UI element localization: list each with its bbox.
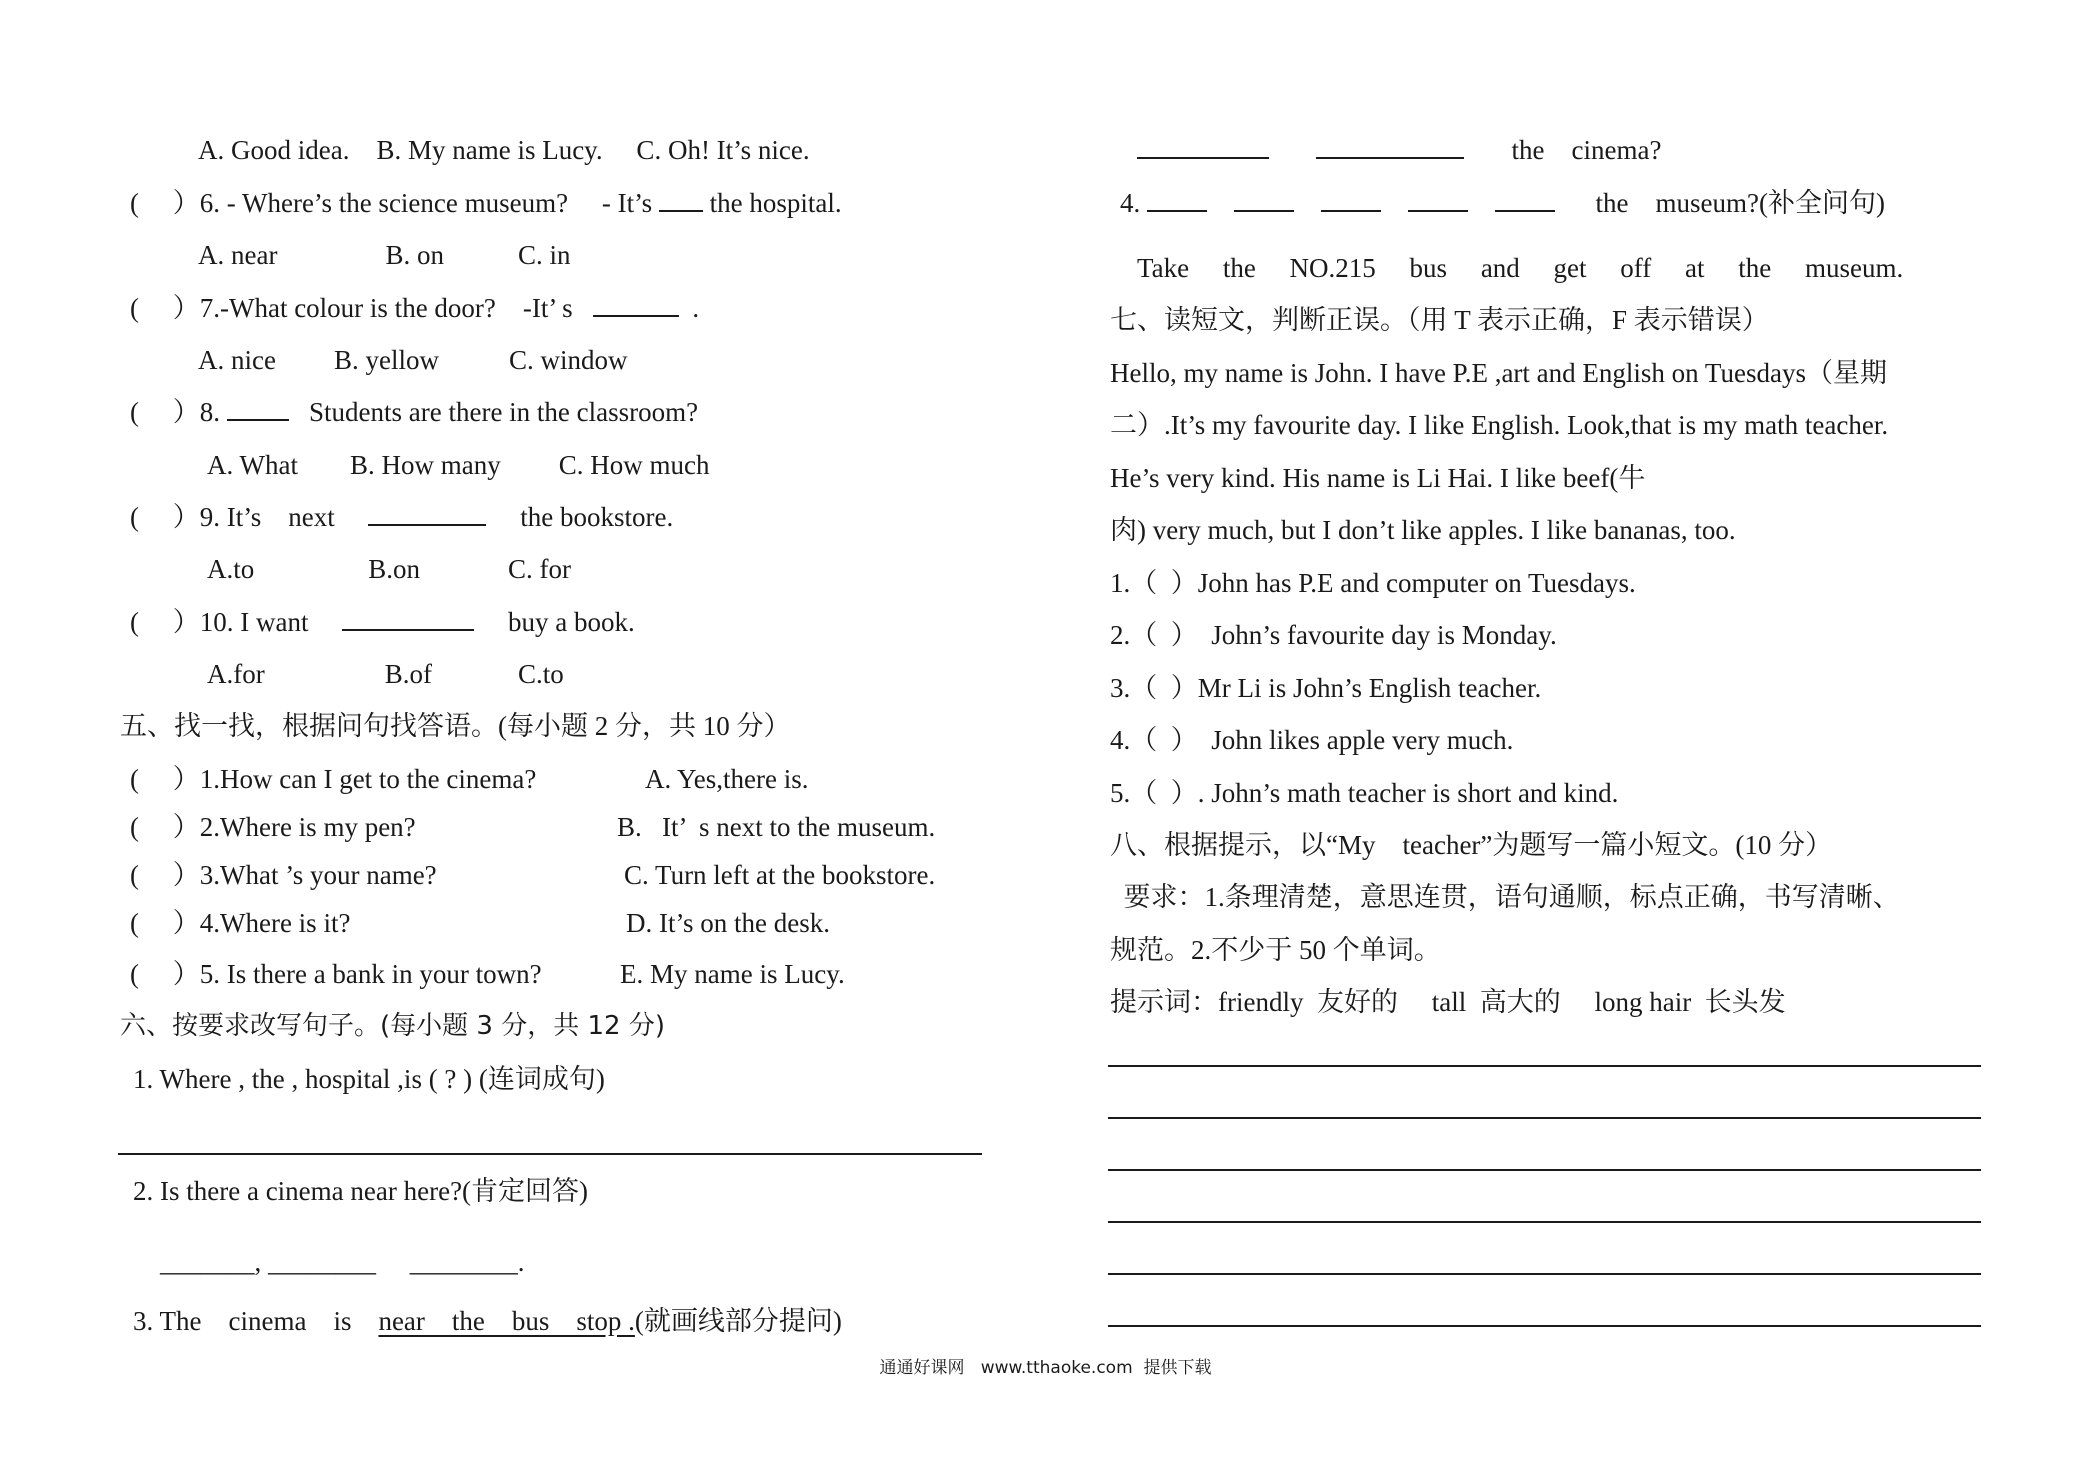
answer-blank[interactable] xyxy=(1408,186,1468,212)
q7-stem: ( ）7.-What colour is the door? -It’ s . xyxy=(130,293,700,323)
tf-item-5[interactable]: 5.（ ）. John’s math teacher is short and kind. xyxy=(1110,778,1619,808)
writing-line[interactable] xyxy=(1108,1065,1981,1067)
section8-req-2: 规范。2.不少于 50 个单词。 xyxy=(1110,935,1441,965)
answer-blank[interactable] xyxy=(1137,133,1269,159)
answer-blank[interactable] xyxy=(342,605,474,631)
answer-blank[interactable] xyxy=(1321,186,1381,212)
tf-item-3[interactable]: 3.（ ）Mr Li is John’s English teacher. xyxy=(1110,673,1542,703)
answer-blank[interactable] xyxy=(1316,133,1464,159)
passage-line-4: 肉) very much, but I don’t like apples. I like bananas, too. xyxy=(1110,515,1736,545)
writing-line[interactable] xyxy=(1108,1221,1981,1223)
s4-answer-line: 4. the museum?(补全问句) xyxy=(1120,188,1885,218)
section6-s1: 1. Where , the , hospital ,is ( ? ) (连词成句) xyxy=(133,1064,605,1094)
writing-line[interactable] xyxy=(1108,1273,1981,1275)
right-column xyxy=(1045,0,2091,1476)
q10-stem: ( ）10. I want buy a book. xyxy=(130,607,635,637)
section5-a4: D. It’s on the desk. xyxy=(626,908,830,938)
section5-q1: ( ）1.How can I get to the cinema? xyxy=(130,764,537,794)
answer-blank[interactable] xyxy=(1234,186,1294,212)
passage-line-2: 二）.It’s my favourite day. I like English. Look,that is my math teacher. xyxy=(1110,410,1889,440)
answer-blank[interactable] xyxy=(227,395,289,421)
q8-options: A. What B. How many C. How much xyxy=(207,450,710,480)
q10-options: A.for B.of C.to xyxy=(207,659,564,689)
q6-stem: ( ）6. - Where’s the science museum? - It’s the hospital. xyxy=(130,188,842,218)
section5-a3: C. Turn left at the bookstore. xyxy=(624,860,936,890)
q5-options: A. Good idea. B. My name is Lucy. C. Oh! It’s nice. xyxy=(198,135,810,165)
q9-stem: ( ）9. It’s next the bookstore. xyxy=(130,502,674,532)
section5-q4: ( ）4.Where is it? xyxy=(130,908,351,938)
writing-line[interactable] xyxy=(1108,1169,1981,1171)
section8-hint: 提示词：friendly 友好的 tall 高大的 long hair 长头发 xyxy=(1110,987,1786,1017)
s3-answer-line: the cinema? xyxy=(1137,133,1661,167)
passage-line-3: He’s very kind. His name is Li Hai. I like beef(牛 xyxy=(1110,463,1646,493)
section5-a2: B. It’ s next to the museum. xyxy=(617,812,936,842)
answer-blank[interactable] xyxy=(368,500,486,526)
answer-blank[interactable] xyxy=(1495,186,1555,212)
section5-q2: ( ）2.Where is my pen? xyxy=(130,812,416,842)
writing-line[interactable] xyxy=(1108,1117,1981,1119)
page-footer: 通通好课网 www.tthaoke.com 提供下载 xyxy=(879,1358,1212,1378)
q8-stem: ( ）8. Students are there in the classroom? xyxy=(130,397,699,427)
section6-s3: 3. The cinema is near the bus stop .(就画线部分提问) xyxy=(133,1306,842,1336)
writing-line[interactable] xyxy=(1108,1325,1981,1327)
section6-s2: 2. Is there a cinema near here?(肯定回答) xyxy=(133,1176,589,1206)
section5-a1: A. Yes,there is. xyxy=(645,764,809,794)
section8-title: 八、根据提示，以“My teacher”为题写一篇小短文。(10 分） xyxy=(1110,830,1833,860)
answer-line[interactable] xyxy=(118,1153,982,1155)
tf-item-4[interactable]: 4.（ ） John likes apple very much. xyxy=(1110,725,1514,755)
tf-item-2[interactable]: 2.（ ） John’s favourite day is Monday. xyxy=(1110,620,1557,650)
s4-given-answer: Take the NO.215 bus and get off at the museum. xyxy=(1137,253,1904,283)
section5-q5: ( ）5. Is there a bank in your town? xyxy=(130,959,542,989)
answer-blank[interactable] xyxy=(659,186,703,212)
section7-title: 七、读短文，判断正误。（用 T 表示正确，F 表示错误） xyxy=(1110,305,1769,335)
answer-blank[interactable] xyxy=(593,291,679,317)
section5-a5: E. My name is Lucy. xyxy=(620,959,845,989)
q6-options: A. near B. on C. in xyxy=(198,240,571,270)
q9-options: A.to B.on C. for xyxy=(207,554,572,584)
section6-s2-blanks[interactable]: _______, ________ ________. xyxy=(160,1247,525,1277)
left-column xyxy=(0,0,1045,1476)
passage-line-1: Hello, my name is John. I have P.E ,art and English on Tuesdays（星期 xyxy=(1110,358,1887,388)
tf-item-1[interactable]: 1.（ ）John has P.E and computer on Tuesdays. xyxy=(1110,568,1636,598)
q7-options: A. nice B. yellow C. window xyxy=(198,345,628,375)
section5-q3: ( ）3.What ’s your name? xyxy=(130,860,437,890)
section8-req-1: 要求：1.条理清楚，意思连贯，语句通顺，标点正确，书写清晰、 xyxy=(1110,882,1900,912)
section5-title: 五、找一找，根据问句找答语。(每小题 2 分，共 10 分） xyxy=(120,711,791,741)
section6-title: 六、按要求改写句子。(每小题 3 分，共 12 分) xyxy=(120,1011,665,1041)
answer-blank[interactable] xyxy=(1147,186,1207,212)
